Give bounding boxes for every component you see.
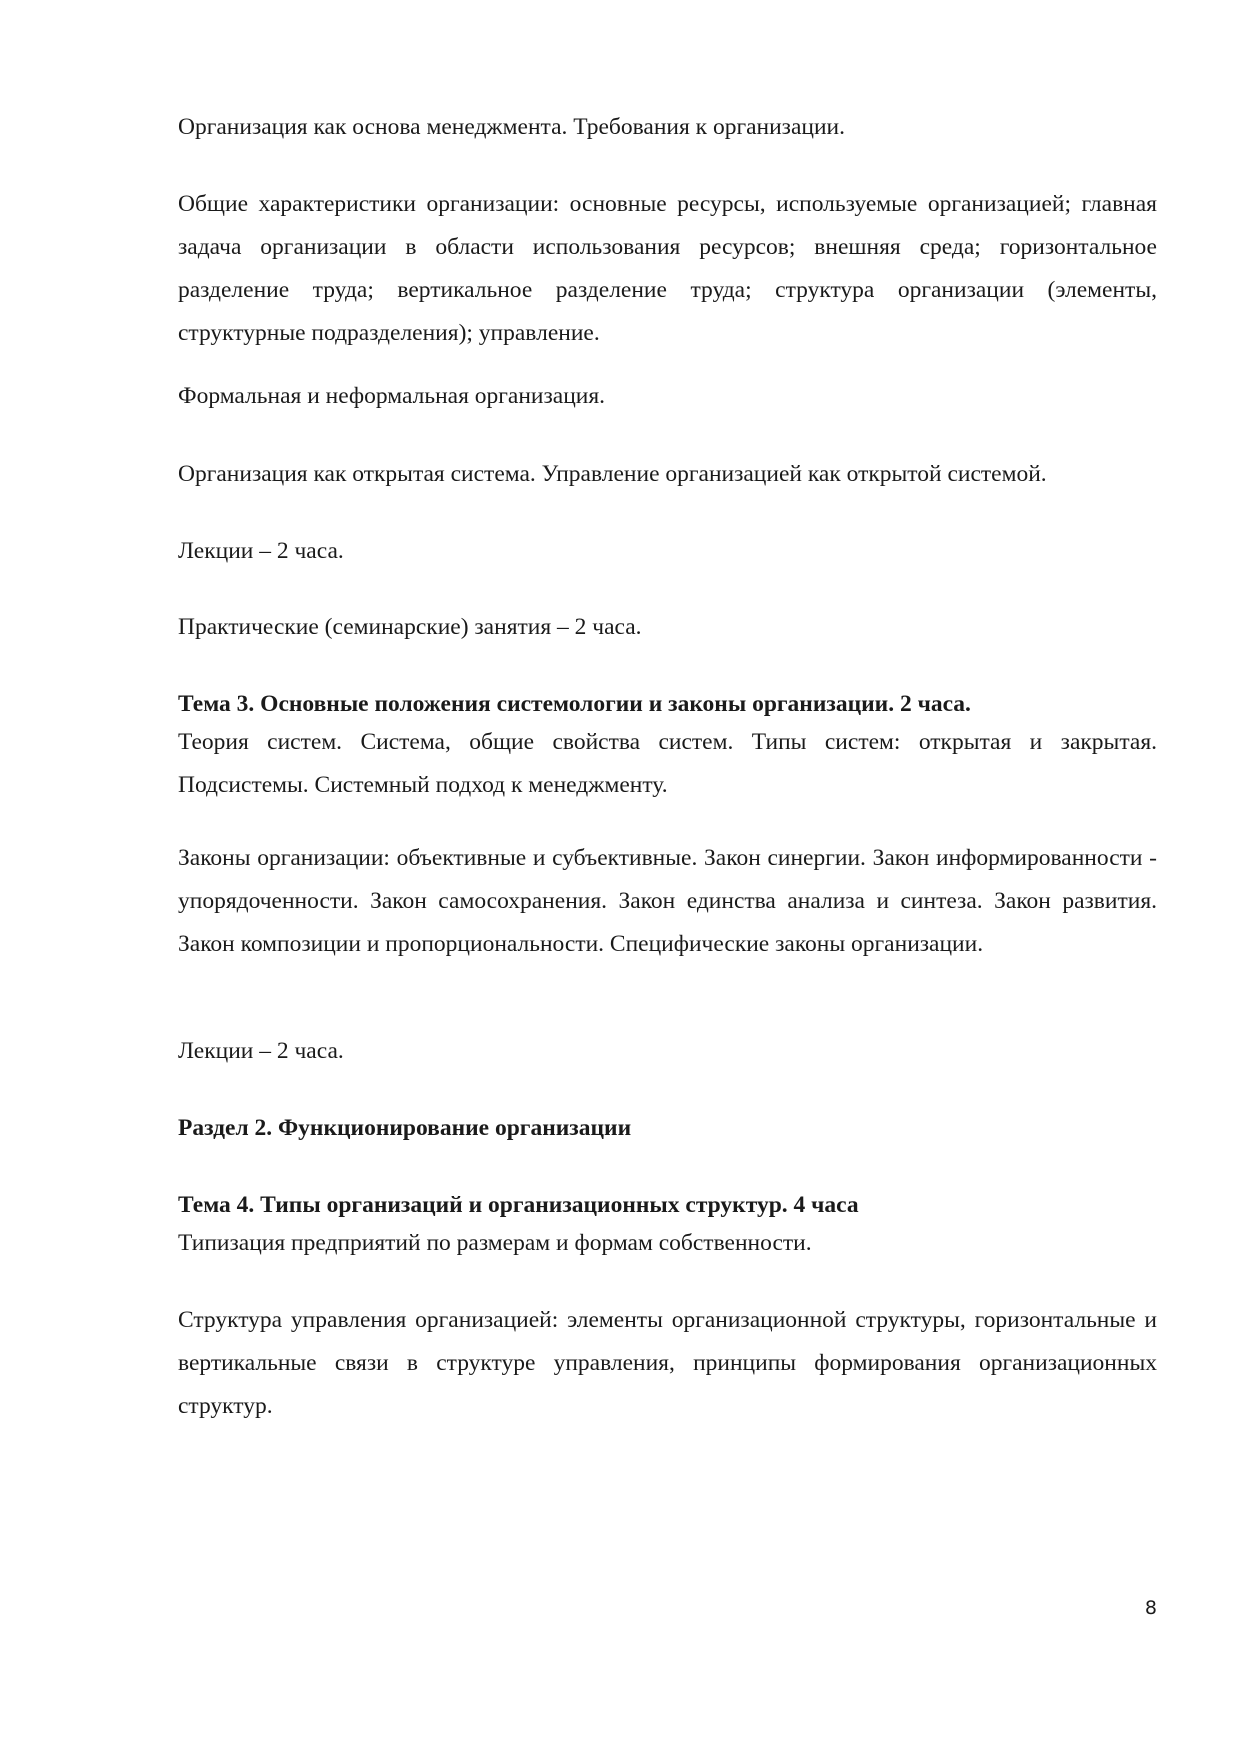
paragraph-lectures-hours: Лекции – 2 часа.: [178, 538, 344, 564]
paragraph-systems-theory: Теория систем. Система, общие свойства систем. Типы систем: открытая и закрытая. Подсистемы. Системный подход к менеджменту.: [178, 729, 1157, 798]
page-number: 8: [1144, 1597, 1157, 1619]
paragraph-general-characteristics: Общие характеристики организации: основные ресурсы, используемые организацией; главная задача организации в области использования ресурсов; внешняя среда; горизонтальное разделение труда; вертикальное разделение труда; структура организации (элементы, структурные подразделения); управление.: [178, 191, 1157, 346]
paragraph-enterprise-typing: Типизация предприятий по размерам и формам собственности.: [178, 1230, 812, 1256]
paragraph-open-system: Организация как открытая система. Управление организацией как открытой системой.: [178, 461, 1047, 487]
paragraph-topic-3-lectures: Лекции – 2 часа.: [178, 1038, 344, 1064]
paragraph-organization-laws: Законы организации: объективные и субъективные. Закон синергии. Закон информированности - упорядоченности. Закон самосохранения. Закон единства анализа и синтеза. Закон развития. Закон композиции и пропорциональности. Специфические законы организации.: [178, 845, 1157, 957]
paragraph-formal-informal: Формальная и неформальная организация.: [178, 383, 606, 409]
paragraph-seminar-hours: Практические (семинарские) занятия – 2 часа.: [178, 614, 642, 640]
section-2-heading: Раздел 2. Функционирование организации: [178, 1115, 632, 1141]
topic-3-heading: Тема 3. Основные положения системологии и законы организации. 2 часа.: [178, 691, 971, 717]
topic-4-heading: Тема 4. Типы организаций и организационных структур. 4 часа: [178, 1192, 859, 1218]
paragraph-organization-basis: Организация как основа менеджмента. Требования к организации.: [178, 114, 845, 140]
paragraph-management-structure: Структура управления организацией: элементы организационной структуры, горизонтальные и вертикальные связи в структуре управления, принципы формирования организационных структур.: [178, 1307, 1157, 1419]
